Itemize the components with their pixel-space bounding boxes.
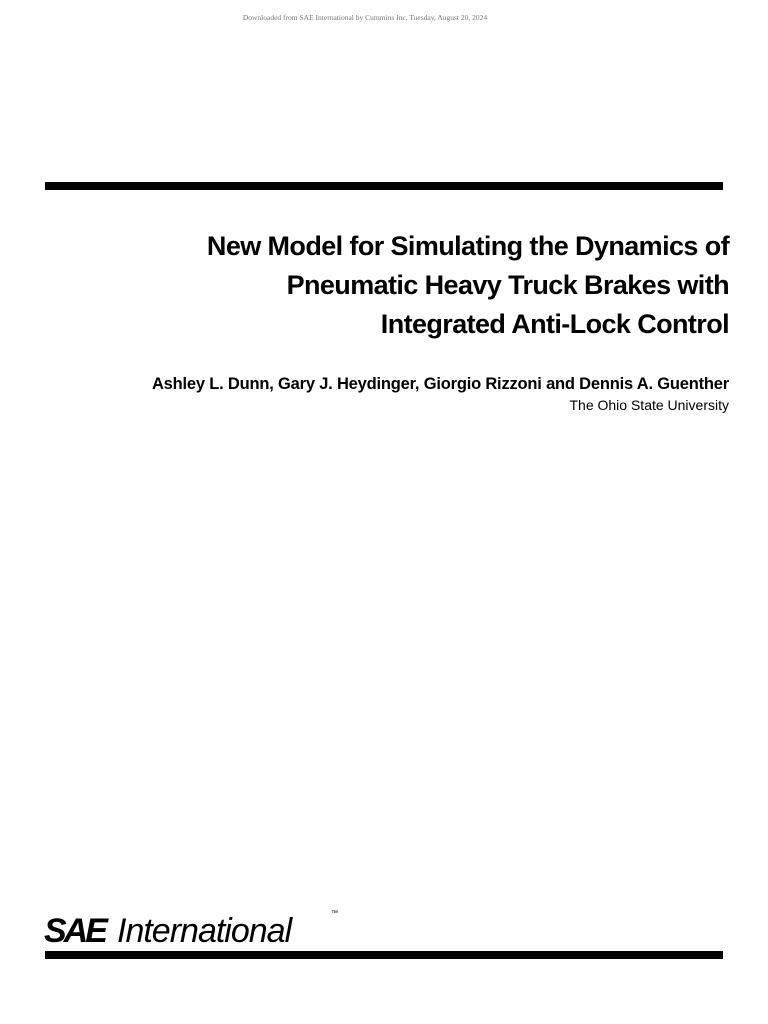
download-notice: Downloaded from SAE International by Cummins Inc, Tuesday, August 20, 2024: [242, 13, 488, 22]
sae-international-logo: [44, 908, 344, 952]
bottom-rule: [45, 951, 723, 959]
title-line-1: New Model for Simulating the Dynamics of: [206, 231, 729, 261]
title-line-2: Pneumatic Heavy Truck Brakes with: [286, 270, 729, 300]
author-list: Ashley L. Dunn, Gary J. Heydinger, Giorgio Rizzoni and Dennis A. Guenther: [151, 375, 729, 393]
trademark-symbol: ™: [331, 910, 338, 917]
sae-logo-mark: SAE: [44, 912, 105, 950]
top-rule: [45, 182, 723, 190]
sae-logo-wordmark: International: [117, 912, 292, 950]
author-affiliation: The Ohio State University: [569, 397, 729, 413]
paper-title: [89, 227, 729, 344]
title-line-3: Integrated Anti-Lock Control: [380, 309, 729, 339]
